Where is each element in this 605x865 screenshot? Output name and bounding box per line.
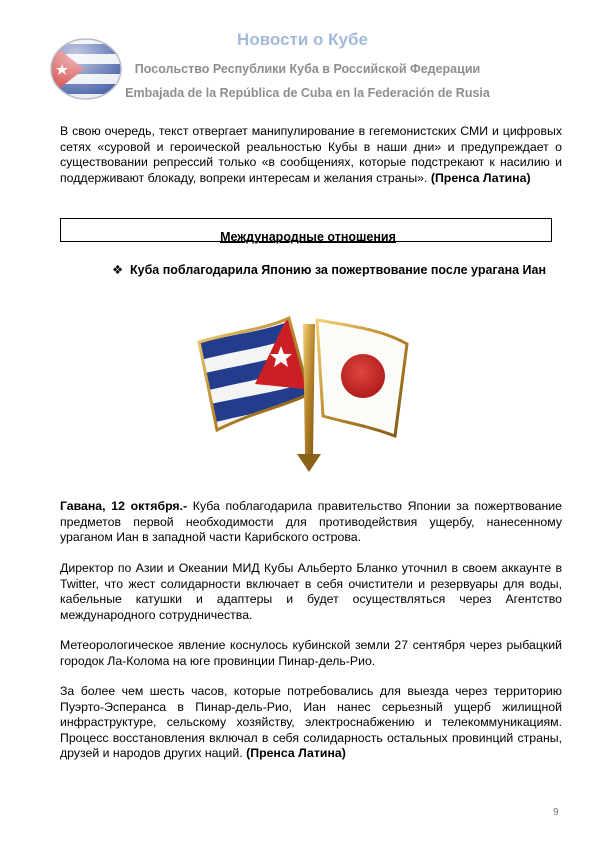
article-paragraph-3: Метеорологическое явление коснулось кубинской земли 27 сентября через рыбацкий городок Ла-Колома на юге провинции Пинар-дель-Рио.	[60, 638, 562, 668]
embassy-name-ru: Посольство Республики Куба в Российской Федерации	[134, 62, 481, 76]
article-paragraph-2: Директор по Азии и Океании МИД Кубы Альберто Бланко уточнил в своем аккаунте в Twitter, что жест солидарности включает в себя очистители и резервуары для воды, кабельные катушки и адаптеры и будет осуществляться через Агентство международного сотрудничества.	[60, 561, 562, 622]
embassy-name-es: Embajada de la República de Cuba en la Federación de Rusia	[125, 86, 490, 100]
newsletter-title: Новости о Кубе	[237, 30, 368, 49]
article-paragraph-4	[60, 684, 562, 762]
diamond-bullet-icon: ❖	[112, 263, 124, 277]
article-p4-text: За более чем шесть часов, которые потребовались для выезда через территорию Пуэрто-Эсперанса в Пинар-дель-Рио, Иан нанес серьезный ущерб жилищной инфраструктуре, сельскому хозяйству, электроснабжению и телекоммуникациям. Процесс восстановления включал в себя солидарность остальных провинций страны, друзей и народов других наций.	[60, 684, 562, 760]
intro-source: (Пренса Латина)	[430, 170, 531, 185]
cuba-japan-flag-pin-image	[193, 304, 419, 474]
article-headline	[112, 262, 546, 277]
article-paragraph-1	[60, 499, 562, 546]
intro-text: В свою очередь, текст отвергает манипулирование в гегемонистских СМИ и цифровых сетях «суровой и героической реальностью Кубы в наши дни» и предупреждает о существовании репрессий только «в сообщениях, которые подстрекают к насилию и поддерживают блокаду, вопреки интересам и желания страны».	[60, 124, 562, 185]
page-number: 9	[553, 807, 559, 818]
article-headline-text: Куба поблагодарила Японию за пожертвование после урагана Иан	[130, 263, 547, 277]
section-header: Международные отношения	[60, 218, 552, 242]
article-p1-text: Куба поблагодарила правительство Японии за пожертвование предметов первой необходимости для противодействия ущербу, нанесенному ураганом Иан в западной части Карибского острова.	[60, 499, 563, 544]
intro-paragraph	[60, 124, 562, 186]
article-source: (Пренса Латина)	[246, 746, 346, 760]
article-dateline: Гавана, 12 октября.-	[60, 499, 188, 513]
